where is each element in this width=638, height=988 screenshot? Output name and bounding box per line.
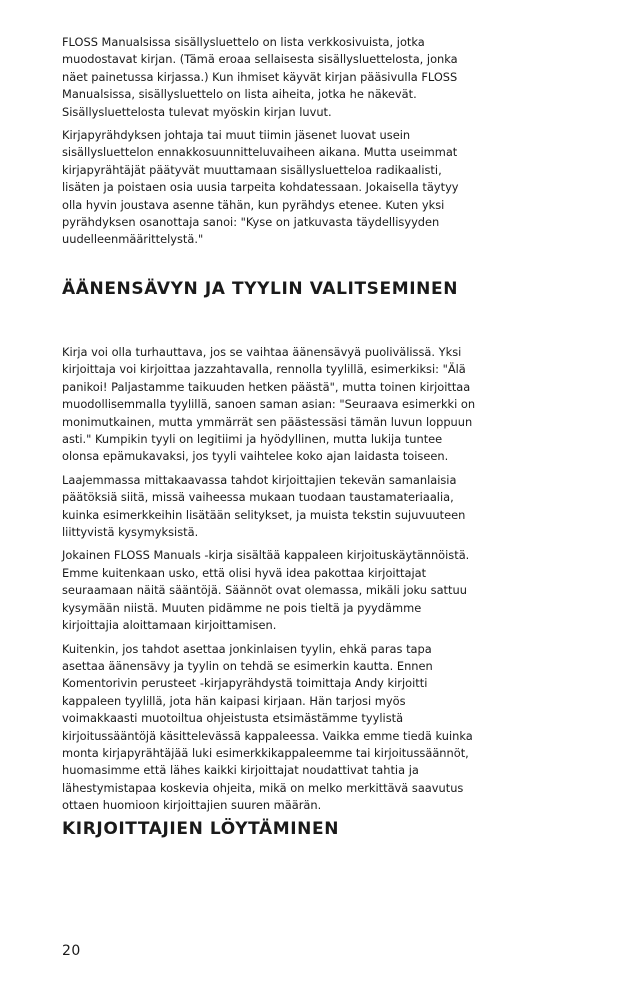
- text-line: olla hyvin joustava asenne tähän, kun pyrähdys etenee. Kuten yksi: [62, 197, 445, 212]
- section-1-text-block: [62, 344, 482, 821]
- text-line: kirjapyrähtäjät päätyvät muuttamaan sisällysluetteloa radikaalisti,: [62, 162, 442, 177]
- text-line: näet painetussa kirjassa.) Kun ihmiset käyvät kirjan pääsivulla FLOSS: [62, 69, 458, 84]
- text-line: pyrähdyksen osanottaja sanoi: "Kyse on jatkuvasta täydellisyyden: [62, 215, 440, 230]
- intro-text-block: [62, 34, 470, 255]
- text-line: liittyvistä kysymyksistä.: [62, 525, 199, 540]
- text-line: lähestymistapaa koskevia ohjeita, mikä on melko merkittävä saavutus: [62, 780, 464, 795]
- text-line: monta kirjapyrähtäjää luki esimerkkikappaleemme tai kirjoitussäännöt,: [62, 745, 469, 760]
- text-line: Kuitenkin, jos tahdot asettaa jonkinlaisen tyylin, ehkä paras tapa: [62, 641, 432, 656]
- text-line: asti." Kumpikin tyyli on legitiimi ja hyödyllinen, mutta lukija tuntee: [62, 432, 443, 447]
- section-1-paragraph-1: [62, 344, 482, 466]
- text-line: Manualsissa, sisällysluettelo on lista aiheita, jotka he näkevät.: [62, 87, 417, 102]
- text-line: kirjoitussääntöjä käsittelevässä kappaleessa. Vaikka emme tiedä kuinka: [62, 728, 473, 743]
- text-line: monimutkainen, mutta ymmärrät sen päästessäsi tämän luvun loppuun: [62, 414, 473, 429]
- text-line: kysymään niistä. Muuten pidämme ne pois tieltä ja pyydämme: [62, 600, 422, 615]
- section-heading-tone-and-style: ÄÄNENSÄVYN JA TYYLIN VALITSEMINEN: [62, 279, 459, 299]
- intro-paragraph-2: [62, 127, 470, 249]
- text-line: Sisällysluettelosta tulevat myöskin kirjan luvut.: [62, 104, 332, 119]
- text-line: Emme kuitenkaan usko, että olisi hyvä idea pakottaa kirjoittajat: [62, 565, 427, 580]
- text-line: Jokainen FLOSS Manuals -kirja sisältää kappaleen kirjoituskäytännöistä.: [62, 548, 470, 563]
- text-line: asettaa äänensävy ja tyylin on tehdä se esimerkin kautta. Ennen: [62, 658, 433, 673]
- section-heading-finding-writers: KIRJOITTAJIEN LÖYTÄMINEN: [62, 819, 340, 839]
- text-line: ottaen huomioon kirjoittajien suuren määrän.: [62, 798, 322, 813]
- text-line: kirjoittajia aloittamaan kirjoittamisen.: [62, 618, 277, 633]
- text-line: päätöksiä siitä, missä vaiheessa mukaan tuodaan taustamateriaalia,: [62, 490, 454, 505]
- text-line: lisäten ja poistaen osia uusia tarpeita kohdatessaan. Jokaisella täytyy: [62, 180, 459, 195]
- text-line: voimakkaasti muotoiltua ohjeistusta etsimästämme tyylistä: [62, 711, 404, 726]
- text-line: FLOSS Manualsissa sisällysluettelo on lista verkkosivuista, jotka: [62, 35, 425, 49]
- text-line: sisällysluettelon ennakkosuunnitteluvaiheen aikana. Mutta useimmat: [62, 145, 458, 160]
- text-line: muodollisemmalla tyylillä, sanoen saman asian: "Seuraava esimerkki on: [62, 397, 476, 412]
- text-line: Kirja voi olla turhauttava, jos se vaihtaa äänensävyä puolivälissä. Yksi: [62, 345, 462, 359]
- text-line: Komentorivin perusteet -kirjapyrähdystä toimittaja Andy kirjoitti: [62, 676, 428, 691]
- text-line: seuraamaan näitä sääntöjä. Säännöt ovat olemassa, mikäli joku sattuu: [62, 583, 467, 598]
- text-line: huomasimme että lähes kaikki kirjoittajat noudattivat tahtia ja: [62, 763, 419, 778]
- text-line: uudelleenmäärittelystä.": [62, 232, 204, 247]
- text-line: kappaleen tyylillä, jota hän kaipasi kirjaan. Hän tarjosi myös: [62, 693, 406, 708]
- page-number: 20: [62, 943, 81, 959]
- text-line: muodostavat kirjan. (Tämä eroaa sellaisesta sisällysluettelosta, jonka: [62, 52, 458, 67]
- text-line: kuinka esimerkkeihin lisätään selitykset, ja muista tekstin sujuvuuteen: [62, 507, 466, 522]
- text-line: Kirjapyrähdyksen johtaja tai muut tiimin jäsenet luovat usein: [62, 128, 411, 143]
- section-1-paragraph-3: [62, 547, 482, 634]
- text-line: Laajemmassa mittakaavassa tahdot kirjoittajien tekevän samanlaisia: [62, 472, 457, 487]
- section-1-paragraph-2: [62, 472, 482, 542]
- section-1-paragraph-4: [62, 641, 482, 815]
- intro-paragraph-1: [62, 34, 470, 121]
- text-line: kirjoittaja voi kirjoittaa jazzahtavalla, rennolla tyylillä, esimerkiksi: "Älä: [62, 362, 466, 377]
- text-line: olonsa epämukavaksi, jos tyyli vaihtelee koko ajan laidasta toiseen.: [62, 449, 449, 464]
- text-line: panikoi! Paljastamme taikuuden hetken päästä", mutta toinen kirjoittaa: [62, 379, 471, 394]
